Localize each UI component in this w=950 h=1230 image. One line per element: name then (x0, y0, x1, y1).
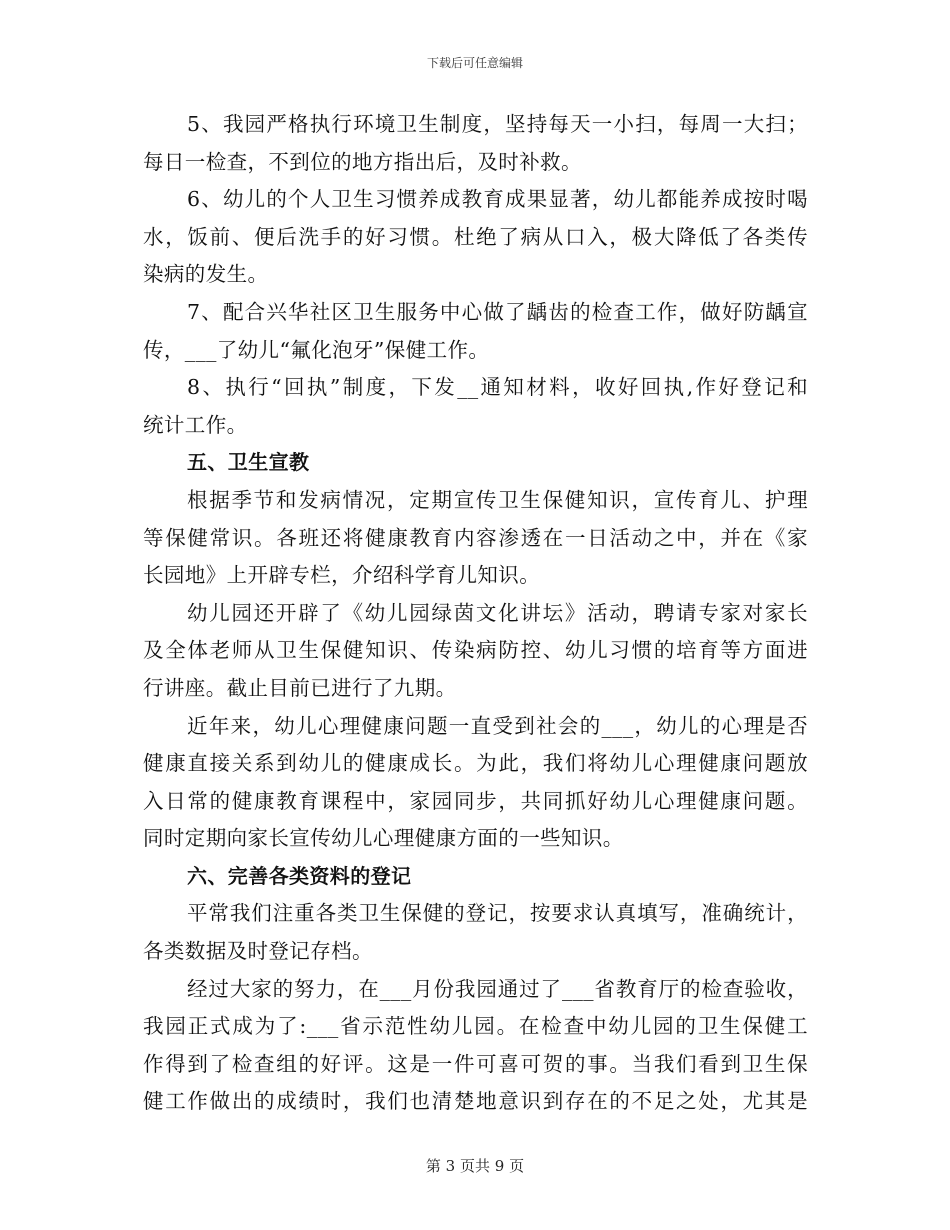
text-line: 同时定期向家长宣传幼儿心理健康方面的一些知识。 (143, 826, 624, 851)
text-line: 长园地》上开辟专栏，介绍科学育儿知识。 (143, 563, 541, 588)
text-line: 等保健常识。各班还将健康教育内容渗透在一日活动之中，并在《家 (143, 525, 808, 550)
section-heading: 六、完善各类资料的登记 (187, 863, 412, 888)
document-body (143, 106, 808, 1121)
text-line: 健康直接关系到幼儿的健康成长。为此，我们将幼儿心理健康问题放 (143, 751, 808, 776)
text-line: 作得到了检查组的好评。这是一件可喜可贺的事。当我们看到卫生保 (143, 1051, 808, 1076)
text-line: 5、我园严格执行环境卫生制度，坚持每天一小扫，每周一大扫； (187, 112, 808, 136)
text-line: 及全体老师从卫生保健知识、传染病防控、幼儿习惯的培育等方面进 (143, 638, 808, 663)
text-line: 各类数据及时登记存档。 (143, 939, 373, 964)
text-line: 6、幼儿的个人卫生习惯养成教育成果显著，幼儿都能养成按时喝 (187, 187, 808, 212)
text-line: 7、配合兴华社区卫生服务中心做了龋齿的检查工作，做好防龋宣 (187, 299, 808, 324)
text-line: 幼儿园还开辟了《幼儿园绿茵文化讲坛》活动，聘请专家对家长 (187, 600, 808, 625)
text-line: 入日常的健康教育课程中，家园同步，共同抓好幼儿心理健康问题。 (143, 788, 808, 813)
text-line: 健工作做出的成绩时，我们也清楚地意识到存在的不足之处，尤其是 (143, 1089, 808, 1114)
page-footer: 第 3 页共 9 页 (425, 1157, 525, 1175)
text-line: 水，饭前、便后洗手的好习惯。杜绝了病从口入，极大降低了各类传 (143, 224, 808, 249)
text-line: 近年来，幼儿心理健康问题一直受到社会的___，幼儿的心理是否 (187, 713, 808, 738)
text-line: 统计工作。 (143, 412, 248, 437)
section-heading: 五、卫生宣教 (187, 450, 310, 475)
text-line: 经过大家的努力，在___月份我园通过了___省教育厅的检查验收， (187, 976, 808, 1001)
text-line: 染病的发生。 (143, 262, 269, 287)
text-line: 平常我们注重各类卫生保健的登记，按要求认真填写，准确统计， (187, 901, 808, 926)
text-line: 我园正式成为了:___省示范性幼儿园。在检查中幼儿园的卫生保健工 (143, 1014, 808, 1039)
text-line: 8、执行“回执”制度，下发__通知材料，收好回执,作好登记和 (187, 375, 808, 400)
text-line: 传，___了幼儿“氟化泡牙”保健工作。 (143, 337, 490, 362)
text-line: 每日一检查，不到位的地方指出后，及时补救。 (143, 149, 582, 174)
text-line: 行讲座。截止目前已进行了九期。 (143, 675, 457, 700)
text-line: 根据季节和发病情况，定期宣传卫生保健知识，宣传育儿、护理 (187, 487, 808, 512)
page-header: 下载后可任意编辑 (426, 56, 523, 70)
